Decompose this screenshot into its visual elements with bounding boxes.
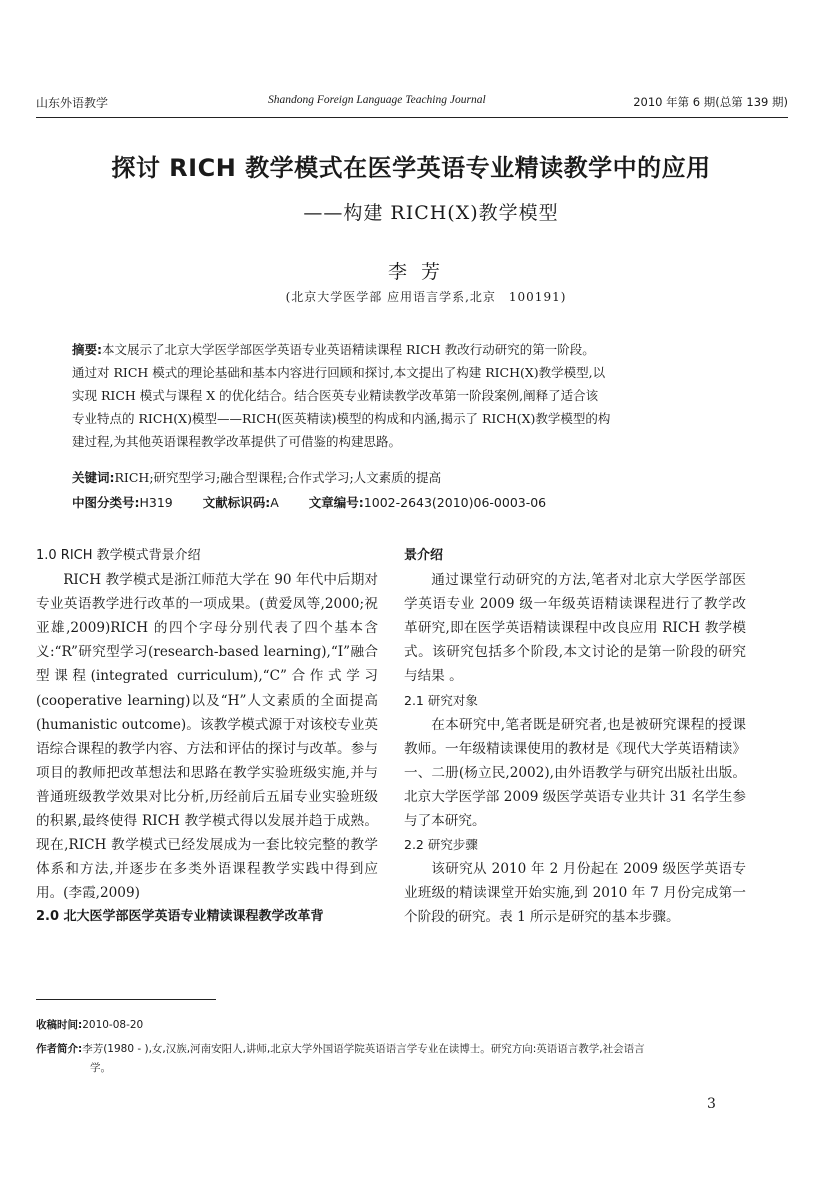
subsection-heading: 2.1 研究对象: [404, 692, 478, 708]
footnote-rule: [36, 999, 216, 1000]
keywords-label: 关键词:: [72, 470, 115, 485]
classification-line: [72, 493, 722, 511]
section-heading-continued: 景介绍: [404, 548, 444, 563]
article-number: 文章编号:1002-2643(2010)06-0003-06: [308, 495, 547, 510]
running-header: [36, 94, 788, 116]
article-subtitle: ——构建 RICH(X)教学模型: [303, 202, 559, 224]
clc-number: 中图分类号:H319: [72, 495, 173, 510]
footnote-author-bio: 作者简介:李芳(1980 - ),女,汉族,河南安阳人,讲师,北京大学外国语学院英语语言学专业在读博士。研究方向:英语语言教学,社会语言 学。: [36, 1043, 645, 1074]
section-heading: 2.0 北大医学部医学英语专业精读课程教学改革背: [36, 909, 324, 925]
right-column: [404, 544, 746, 930]
keywords-text: RICH;研究型学习;融合型课程;合作式学习;人文素质的提高: [114, 470, 442, 485]
abstract-line: 建过程,为其他英语课程教学改革提供了可借鉴的构建思路。: [72, 434, 401, 449]
journal-name-cn: 山东外语教学: [36, 96, 109, 110]
abstract-line: 通过对 RICH 模式的理论基础和基本内容进行回顾和探讨,本文提出了构建 RICH(X)教学模型,以: [72, 365, 606, 380]
abstract-line: 摘要:本文展示了北京大学医学部医学英语专业英语精读课程 RICH 教改行动研究的第一阶段。: [72, 342, 595, 357]
header-rule: [36, 117, 788, 118]
abstract-line: 实现 RICH 模式与课程 X 的优化结合。结合医英专业精读教学改革第一阶段案例,阐释了适合该: [72, 388, 599, 403]
keywords: [72, 468, 722, 486]
subsection-heading: 2.2 研究步骤: [404, 837, 478, 853]
page-number: 3: [707, 1096, 716, 1112]
article-title: 探讨 RICH 教学模式在医学英语专业精读教学中的应用: [111, 154, 711, 182]
author-name: 李芳: [387, 261, 454, 283]
abstract: [72, 338, 722, 453]
body-paragraph: 在本研究中,笔者既是研究者,也是被研究课程的授课教师。一年级精读课使用的教材是《现代大学英语精读》一、二册(杨立民,2002),由外语教学与研究出版社出版。北京大学医学部 2009 级医学英语专业共计 31 名学生参与了本研究。: [404, 716, 746, 830]
left-column: [36, 544, 378, 930]
document-code: 文献标识码:A: [202, 495, 279, 510]
body-paragraph: 通过课堂行动研究的方法,笔者对北京大学医学部医学英语专业 2009 级一年级英语精读课程进行了教学改革研究,即在医学英语精读课程中改良应用 RICH 教学模式。该研究包括多个阶段,本文讨论的是第一阶段的研究与结果 。: [404, 572, 746, 685]
body-paragraph: RICH 教学模式是浙江师范大学在 90 年代中后期对专业英语教学进行改革的一项成果。(黄爱凤等,2000;祝亚雄,2009)RICH 的四个字母分别代表了四个基本含义:“R”研究型学习(research-based learning),“I”融合型课程(integrated curriculum),“C”合作式学习(cooperative learning)以及“H”人文素质的全面提高(humanistic outcome)。该教学模式源于对该校专业英语综合课程的教学内容、方法和评估的探讨与改革。参与项目的教师把改革想法和思路在教学实验班级实施,并与普通班级教学效果对比分析,历经前后五届专业实验班级的积累,最终使得 RICH 教学模式得以发展并趋于成熟。现在,RICH 教学模式已经发展成为一套比较完整的教学体系和方法,并逐步在多类外语课程教学实践中得到应用。(李霞,2009): [36, 572, 378, 902]
author-affiliation: (北京大学医学部 应用语言学系,北京 100191): [285, 290, 567, 304]
journal-name-en: Shandong Foreign Language Teaching Journal: [268, 94, 486, 106]
body-paragraph: 该研究从 2010 年 2 月份起在 2009 级医学英语专业班级的精读课堂开始实施,到 2010 年 7 月份完成第一个阶段的研究。表 1 所示是研究的基本步骤。: [404, 861, 746, 926]
abstract-line: 专业特点的 RICH(X)模型——RICH(医英精读)模型的构成和内涵,揭示了 RICH(X)教学模型的构: [72, 411, 611, 426]
section-heading: 1.0 RICH 教学模式背景介绍: [36, 548, 201, 563]
issue-info: 2010 年第 6 期(总第 139 期): [633, 95, 788, 109]
abstract-label: 摘要:: [72, 342, 102, 357]
footnote-received: 收稿时间:2010-08-20: [36, 1019, 144, 1031]
